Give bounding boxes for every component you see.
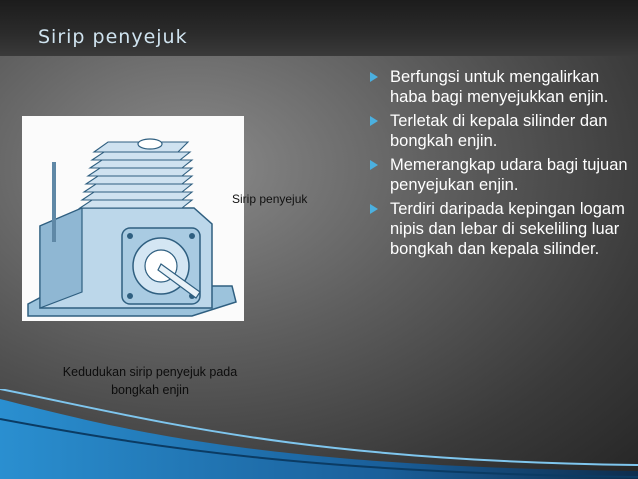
bullet-text: Terdiri daripada kepingan logam nipis dan lebar di sekeliling luar bongkah dan kepala silinder. xyxy=(390,200,625,258)
bullet-text: Memerangkap udara bagi tujuan penyejukan enjin. xyxy=(390,156,628,194)
figure-caption-line1: Kedudukan sirip penyejuk pada xyxy=(62,365,238,379)
bullet-arrow-icon xyxy=(370,204,378,214)
bullet-arrow-icon xyxy=(370,116,378,126)
bullet-arrow-icon xyxy=(370,72,378,82)
slide-title: Sirip penyejuk xyxy=(38,26,188,48)
bullet-item xyxy=(368,67,633,107)
decorative-wave xyxy=(0,389,638,479)
figure-caption-line2: bongkah enjin xyxy=(111,383,189,397)
bullet-item xyxy=(368,155,633,195)
bullet-item xyxy=(368,199,633,259)
bullet-arrow-icon xyxy=(370,160,378,170)
bullet-item xyxy=(368,111,633,151)
figure-label: Sirip penyejuk xyxy=(232,192,308,206)
engine-figure xyxy=(22,116,244,321)
bullet-list xyxy=(368,67,633,263)
bullet-text: Berfungsi untuk mengalirkan haba bagi menyejukkan enjin. xyxy=(390,68,609,106)
engine-illustration xyxy=(22,116,244,321)
bullet-text: Terletak di kepala silinder dan bongkah enjin. xyxy=(390,112,608,150)
